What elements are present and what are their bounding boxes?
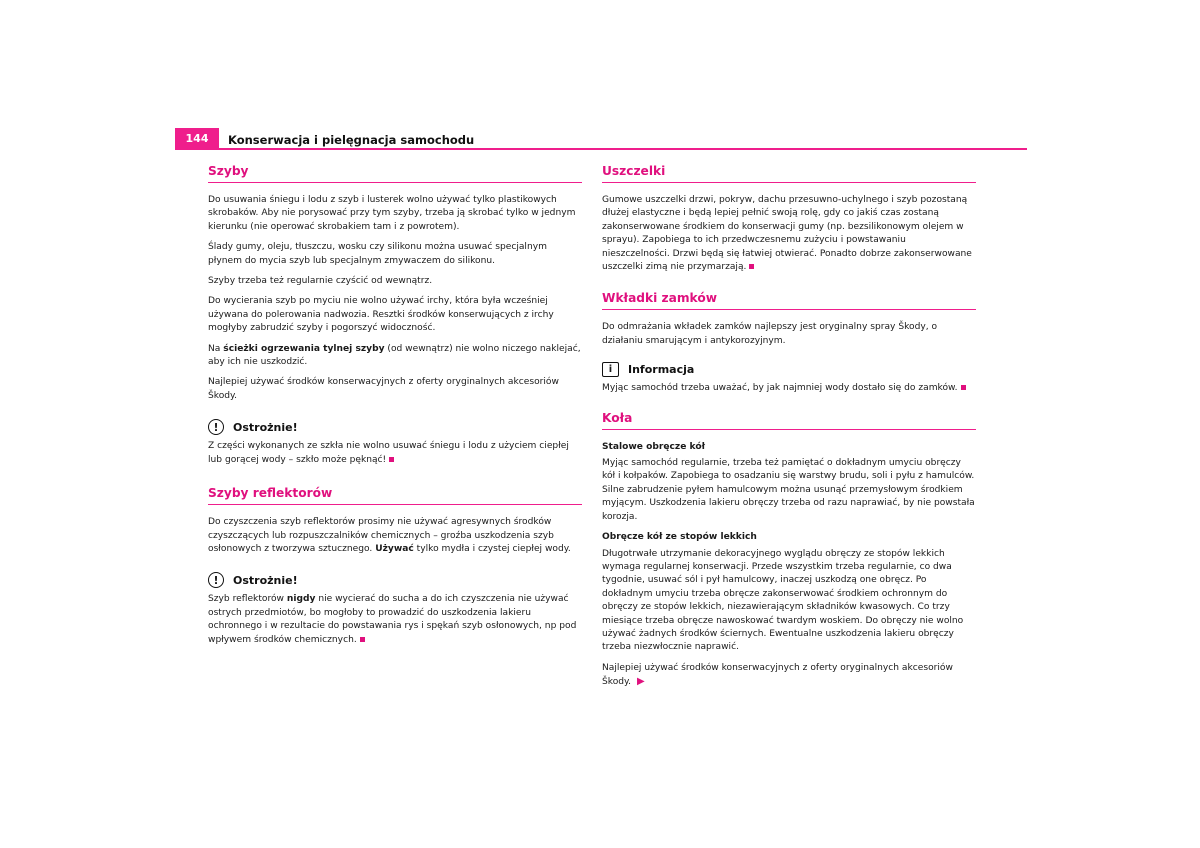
warning-box <box>208 419 582 467</box>
paragraph <box>208 516 582 556</box>
warning-icon: ! <box>208 572 224 588</box>
info-title: Informacja <box>628 363 695 377</box>
text-run: tylko mydła i czystej ciepłej wody. <box>413 543 571 554</box>
text-run: Na <box>208 343 224 354</box>
paragraph: Do usuwania śniegu i lodu z szyb i lusterek wolno używać tylko plastikowych skrobaków. Aby nie porysować przy tym szyby, trzeba ją skrobać tylko w jednym kierunku (nie operować skrobakiem tam i z powrotem). <box>208 195 576 232</box>
end-mark-icon <box>360 637 365 642</box>
text-run: Gumowe uszczelki drzwi, pokryw, dachu przesuwno-uchylnego i szyb pozostaną dłużej elastyczne i będą lepiej pełnić swoją rolę, gdy co jakiś czas zostaną zakonserwowane środkiem do konserwacji gumy (np. bezsilikonowym olejem w sprayu). Zapobiega to ich przedwczesnemu zużyciu i powstawaniu nieszczelności. Drzwi będą się łatwiej otwierać. Ponadto dobrze zakonserwowane uszczelki zimą nie przymarzają. <box>602 195 972 273</box>
continue-arrow-icon: ▶ <box>637 676 645 688</box>
info-header <box>602 362 976 377</box>
right-column <box>602 163 976 697</box>
text-run: Myjąc samochód trzeba uważać, by jak najmniej wody dostało się do zamków. <box>602 383 958 394</box>
left-column <box>208 163 582 654</box>
text-run: (od wewnątrz) nie wolno niczego naklejać, aby ich nie uszkodzić. <box>208 343 581 368</box>
subheading: Obręcze kół ze stopów lekkich <box>602 532 757 543</box>
page-number: 144 <box>175 128 219 149</box>
section-title-kola: Koła <box>602 410 976 430</box>
warning-icon: ! <box>208 419 224 435</box>
text-run: Z części wykonanych ze szkła nie wolno usuwać śniegu i lodu z użyciem ciepłej lub gorącej wody – szkło może pęknąć! <box>208 441 569 465</box>
text-run: Najlepiej używać środków konserwacyjnych z oferty oryginalnych akcesoriów Škody. <box>602 662 953 688</box>
warning-text <box>208 440 582 467</box>
warning-box <box>208 572 582 647</box>
subheading: Stalowe obręcze kół <box>602 441 705 452</box>
section-title-reflektory: Szyby reflektorów <box>208 485 582 505</box>
end-mark-icon <box>389 457 394 462</box>
bold-term: Używać <box>375 543 414 554</box>
paragraph <box>602 194 976 274</box>
warning-title: Ostrożnie! <box>233 420 298 434</box>
text-run: Do czyszczenia szyb reflektorów prosimy nie używać agresywnych środków czyszczących lub rozpuszczalników chemicznych – groźba uszkodzenia szyb osłonowych z tworzywa sztucznego. <box>208 517 554 554</box>
warning-text <box>208 593 582 647</box>
paragraph: Do wycierania szyb po myciu nie wolno używać irchy, która była wcześniej używana do polerowania nadwozia. Resztki środków konserwujących z irchy mogłyby zabrudzić szyby i pogorszyć widoczność. <box>208 296 554 334</box>
section-title-wkladki: Wkładki zamków <box>602 290 976 310</box>
paragraph: Do odmrażania wkładek zamków najlepszy jest oryginalny spray Škody, o działaniu smarującym i antykorozyjnym. <box>602 322 938 346</box>
end-mark-icon <box>961 385 966 390</box>
section-title-szyby: Szyby <box>208 163 582 183</box>
text-run: Szyb reflektorów <box>208 594 287 605</box>
bold-term: ścieżki ogrzewania tylnej szyby <box>223 343 385 354</box>
text-run: nie wycierać do sucha a do ich czyszczenia nie używać ostrych przedmiotów, bo mogłoby to prowadzić do uszkodzenia lakieru ochronnego i w rezultacie do powstawania rys i spękań szyb osłonowych, np pod wpływem środków chemicznych. <box>208 594 577 645</box>
header-rule <box>175 148 1027 150</box>
warning-title: Ostrożnie! <box>233 573 298 587</box>
section-title-uszczelki: Uszczelki <box>602 163 976 183</box>
info-text <box>602 382 976 395</box>
paragraph <box>602 662 976 690</box>
warning-header <box>208 572 582 588</box>
paragraph: Ślady gumy, oleju, tłuszczu, wosku czy silikonu można usuwać specjalnym płynem do mycia szyb lub specjalnym zmywaczem do silikonu. <box>208 242 547 266</box>
running-title: Konserwacja i pielęgnacja samochodu <box>228 133 475 147</box>
bold-term: nigdy <box>286 594 316 605</box>
info-box <box>602 362 976 395</box>
paragraph <box>208 343 582 370</box>
paragraph: Najlepiej używać środków konserwacyjnych z oferty oryginalnych akcesoriów Škody. <box>208 377 559 401</box>
paragraph: Długotrwałe utrzymanie dekoracyjnego wyglądu obręczy ze stopów lekkich wymaga regularnej konserwacji. Przede wszystkim trzeba regularnie, co dwa tygodnie, usuwać sól i pył hamulcowy, inaczej uszkodzą one obręcz. Po dokładnym umyciu trzeba obręcze zakonserwować środkiem ochronnym do obręczy ze stopów lekkich, niezawierającym składników kwasowych. Co trzy miesiące trzeba obręcze nawoskować twardym woskiem. Do obręczy nie wolno używać żadnych środków ściernych. Ewentualne uszkodzenia lakieru obręczy trzeba niezwłocznie naprawić. <box>602 548 964 653</box>
end-mark-icon <box>749 264 754 269</box>
paragraph: Myjąc samochód regularnie, trzeba też pamiętać o dokładnym umyciu obręczy kół i kołpaków. Zapobiega to osadzaniu się warstwy brudu, soli i pyłu z hamulców. Silne zabrudzenie pyłem hamulcowym można usunąć przemysłowym środkiem myjącym. Uszkodzenia lakieru obręczy trzeba od razu naprawiać, by nie powstała korozja. <box>602 458 975 522</box>
info-icon: i <box>602 362 619 377</box>
warning-header <box>208 419 582 435</box>
paragraph: Szyby trzeba też regularnie czyścić od wewnątrz. <box>208 276 433 287</box>
